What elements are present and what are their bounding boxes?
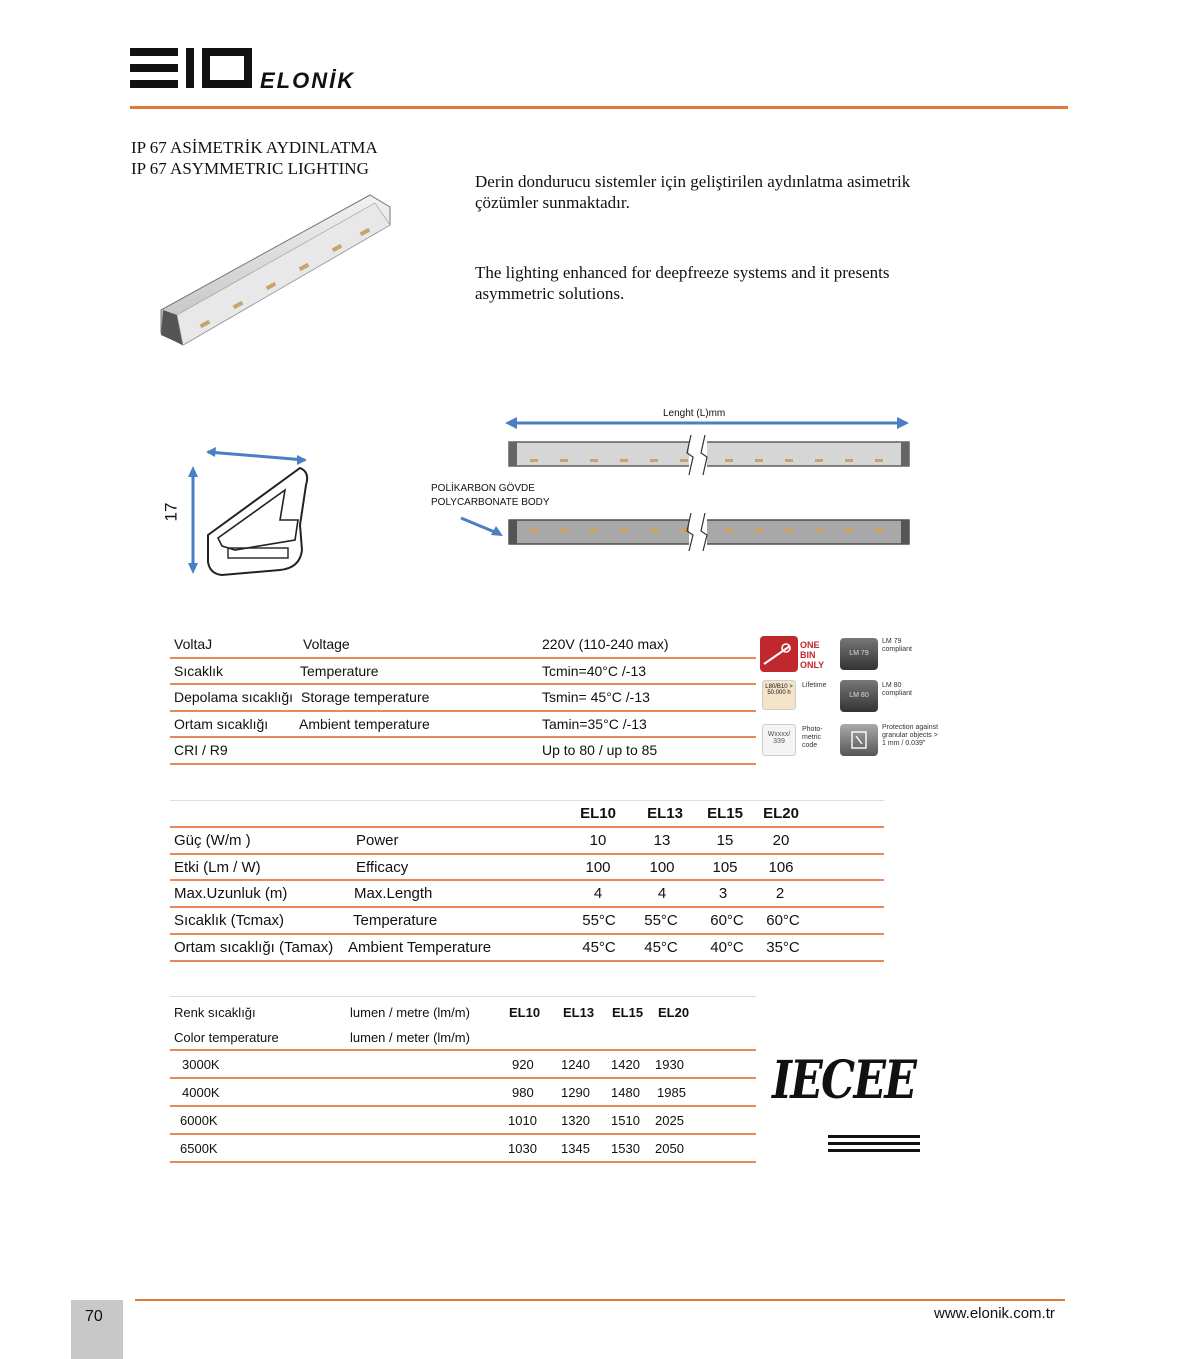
lumen-value: 1290 [561,1085,590,1100]
spec-value: 60°C [766,912,800,930]
spec-value: 4 [593,885,603,903]
spec-value: 60°C [710,912,744,930]
model-header: EL10 [580,805,616,822]
description-en: The lighting enhanced for deepfreeze systems and it presents asymmetric solutions. [475,263,890,303]
spec-value: 2 [775,885,785,903]
table-row [170,712,756,739]
lumen-value: 1420 [611,1057,640,1072]
spec-value: 45°C [582,938,616,956]
iecee-text: IECEE [772,1050,916,1111]
heading-en: IP 67 ASYMMETRIC LIGHTING [131,159,369,178]
one-bin-icon [760,636,798,672]
table-row [170,908,884,935]
table-row [170,632,756,659]
cct-value: 3000K [182,1057,220,1072]
lumen-header [170,996,756,1051]
lm80-label: LM 80 compliant [882,682,912,697]
table-row [170,685,756,712]
spec-value: 3 [718,885,728,903]
cct-header-en: Color temperature [174,1030,279,1045]
spec-label-en: Ambient Temperature [348,938,492,956]
table-row [170,1051,756,1079]
unit-header-en: lumen / meter (lm/m) [350,1030,470,1045]
spec-label-tr: CRI / R9 [174,742,228,759]
heading-tr: IP 67 ASİMETRİK AYDINLATMA [131,138,378,157]
lumen-value: 1345 [561,1141,590,1156]
spec-value: Tamin=35°C /-13 [542,715,647,732]
lumen-value: 1030 [508,1141,537,1156]
description-tr: Derin dondurucu sistemler için geliştirilen aydınlatma asimetrik çözümler sunmaktadır. [475,172,911,212]
protection-label: Protection against granular objects > 1 mm / 0.039" [882,724,939,747]
header-rule [130,106,1068,109]
spec-value: Up to 80 / up to 85 [542,742,658,759]
lumen-value: 980 [512,1085,534,1100]
spec-value: 55°C [644,912,678,930]
cct-value: 6500K [180,1141,218,1156]
model-header: EL10 [509,1005,541,1020]
spec-value: 100 [649,858,675,876]
protection-badge [840,724,878,756]
brand-name: ELONİK [260,68,356,93]
spec-label-tr: Sıcaklık (Tcmax) [174,912,285,930]
table-row [170,1135,756,1163]
badges [760,636,940,762]
spec-label-tr: Etki (Lm / W) [174,858,261,876]
one-bin-badge [760,636,798,672]
table-row [170,1107,756,1135]
model-specs-table [170,800,884,962]
table-row [170,855,884,882]
model-header: EL15 [707,805,743,822]
lumen-value: 1010 [508,1113,537,1128]
spec-label-tr: VoltaJ [174,636,213,652]
spec-value: 106 [768,858,794,876]
lumen-value: 1480 [611,1085,640,1100]
profile-diagram [160,440,320,585]
spec-label-en: Power [356,831,399,849]
cct-header-tr: Renk sıcaklığı [174,1005,256,1020]
spec-value: 55°C [582,912,616,930]
one-bin-label: ONE BIN ONLY [800,640,825,670]
spec-value: 100 [585,858,611,876]
table-header-row [170,800,884,828]
lumen-value: 1240 [561,1057,590,1072]
spec-label-en: Temperature [353,912,438,930]
model-header: EL13 [647,805,683,822]
iecee-logo [772,1050,932,1160]
spec-label-en: Voltage [303,636,350,652]
spec-value: 40°C [710,938,744,956]
table-row [170,935,884,962]
spec-value: Tsmin= 45°C /-13 [542,689,650,706]
spec-label-tr: Ortam sıcaklığı (Tamax) [174,938,334,956]
spec-label-en: Ambient temperature [299,715,430,732]
lm79-badge: LM 79 [840,638,878,670]
spec-value: 220V (110-240 max) [542,636,669,652]
general-specs-table [170,632,756,765]
spec-label-en: Storage temperature [301,689,430,706]
spec-label-en: Temperature [300,662,379,679]
unit-header-tr: lumen / metre (lm/m) [350,1005,470,1020]
photometric-badge: Wxxxx/ 339 [762,724,796,756]
profile-dimension: 17 [161,502,181,522]
protection-icon [840,724,878,756]
spec-value: 35°C [766,938,800,956]
spec-value: 10 [589,831,607,849]
model-header: EL20 [658,1005,690,1020]
spec-label-en: Efficacy [356,858,409,876]
lumen-value: 1930 [655,1057,684,1072]
product-image [155,185,395,355]
spec-value: 20 [772,831,790,849]
lumen-value: 2025 [655,1113,684,1128]
spec-label-tr: Depolama sıcaklığı [174,689,294,706]
lumen-value: 1530 [611,1141,640,1156]
spec-label-tr: Max.Uzunluk (m) [174,885,288,903]
table-row [170,738,756,765]
spec-value: 105 [712,858,738,876]
body-label-tr: POLİKARBON GÖVDE [431,483,535,494]
table-row [170,828,884,855]
lumen-table [170,996,756,1163]
lm80-badge: LM 80 [840,680,878,712]
lifetime-label: Lifetime [802,682,827,689]
length-diagram [425,405,915,555]
spec-label-tr: Güç (W/m ) [174,831,251,849]
length-label: Lenght (L)mm [663,408,726,419]
spec-label-tr: Sıcaklık [174,662,224,679]
model-header: EL13 [563,1005,595,1020]
spec-value: 15 [716,831,734,849]
lumen-value: 1320 [561,1113,590,1128]
spec-value: 13 [653,831,671,849]
model-header: EL15 [612,1005,644,1020]
footer-rule [135,1299,1065,1301]
brand-logo [128,44,368,100]
page-number: 70 [85,1308,103,1325]
photometric-label: Photo-metric code [802,726,823,749]
lumen-value: 2050 [655,1141,684,1156]
footer-url[interactable]: www.elonik.com.tr [934,1305,1055,1322]
spec-label-tr: Ortam sıcaklığı [174,715,269,732]
lumen-value: 1510 [611,1113,640,1128]
cct-value: 4000K [182,1085,220,1100]
spec-value: 45°C [644,938,678,956]
table-row [170,881,884,908]
lm79-label: LM 79 compliant [882,638,912,653]
spec-value: Tcmin=40°C /-13 [542,662,647,679]
model-header: EL20 [763,805,799,822]
table-row [170,1079,756,1107]
lifetime-badge: L80/B10 > 50.000 h [762,680,796,710]
spec-label-en: Max.Length [354,885,433,903]
cct-value: 6000K [180,1113,218,1128]
body-label-en: POLYCARBONATE BODY [431,497,550,508]
page-number-box [71,1300,123,1359]
spec-value: 4 [657,885,667,903]
lumen-value: 1985 [657,1085,686,1100]
lumen-value: 920 [512,1057,534,1072]
table-row [170,659,756,686]
